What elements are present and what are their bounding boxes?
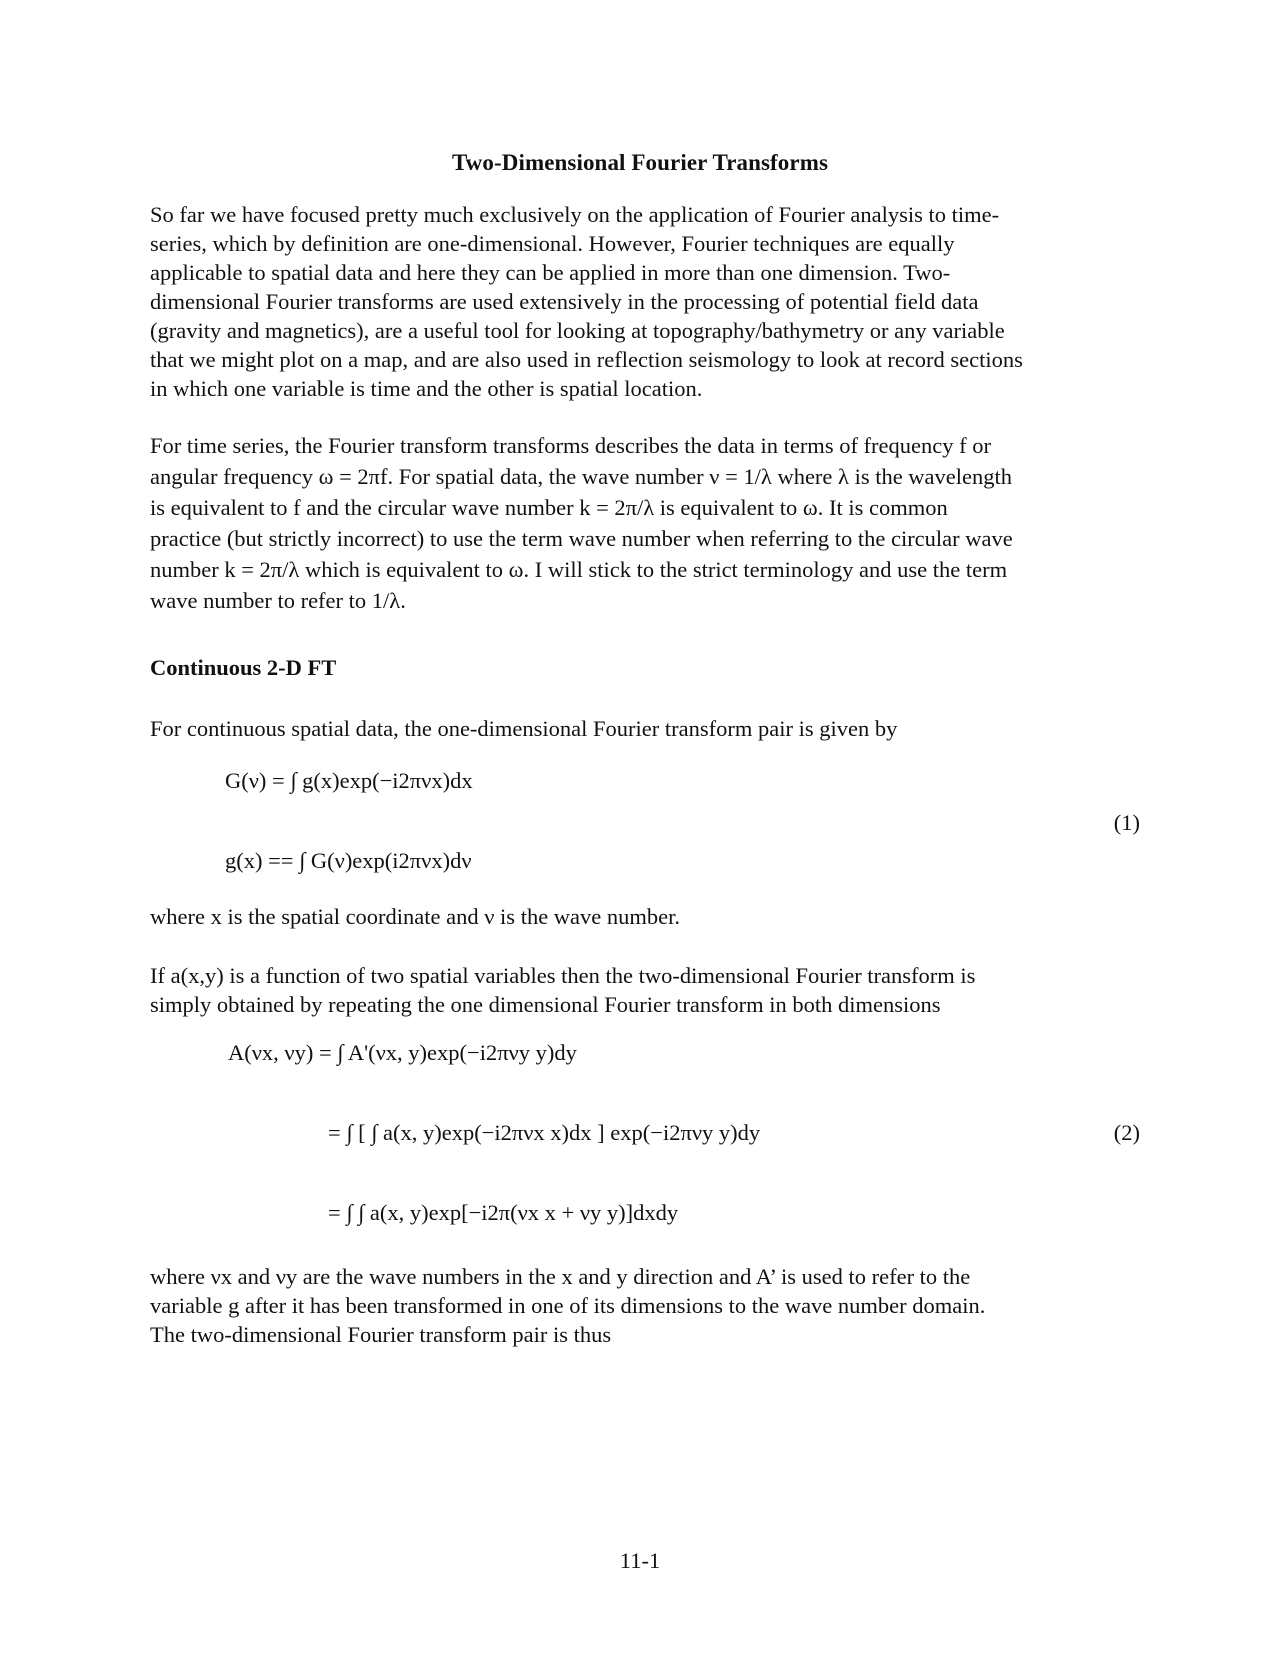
page-title: Two-Dimensional Fourier Transforms [451,150,829,175]
frequency-line: number k = 2π/λ which is equivalent to ω. I will stick to the strict terminology and use the term [150,557,1008,582]
equation-1-explanation-line: where x is the spatial coordinate and ν is the wave number. [150,904,681,929]
intro-paragraph [150,200,1140,403]
equation-1-line-1: G(ν) = ∫ g(x)exp(−i2πνx)dx [225,768,473,793]
intro-line: applicable to spatial data and here they can be applied in more than one dimension. Two- [150,260,951,285]
equation-2 [150,1020,1140,1250]
frequency-line: For time series, the Fourier transform transforms describes the data in terms of frequency f or [150,433,991,458]
frequency-line: practice (but strictly incorrect) to use the term wave number when referring to the circular wave [150,526,1013,551]
frequency-line: wave number to refer to 1/λ. [150,588,406,613]
two-dimensional-line: If a(x,y) is a function of two spatial variables then the two-dimensional Fourier transform is [150,963,976,988]
frequency-line: is equivalent to f and the circular wave number k = 2π/λ is equivalent to ω. It is common [150,495,948,520]
section-heading: Continuous 2-D FT [150,655,337,680]
equation-2-line-2: = ∫ [ ∫ a(x, y)exp(−i2πνx x)dx ] exp(−i2πνy y)dy [328,1120,761,1145]
intro-line: So far we have focused pretty much exclusively on the application of Fourier analysis to time- [150,202,1000,227]
intro-line: dimensional Fourier transforms are used extensively in the processing of potential field data [150,289,979,314]
frequency-paragraph [150,430,1140,616]
two-dimensional-line: simply obtained by repeating the one dimensional Fourier transform in both dimensions [150,992,941,1017]
frequency-line: angular frequency ω = 2πf. For spatial data, the wave number ν = 1/λ where λ is the wavelength [150,464,1013,489]
final-paragraph [150,1262,1140,1349]
intro-line: series, which by definition are one-dimensional. However, Fourier techniques are equally [150,231,955,256]
continuous-intro-line: For continuous spatial data, the one-dimensional Fourier transform pair is given by [150,716,898,741]
intro-line: in which one variable is time and the other is spatial location. [150,376,703,401]
final-line: The two-dimensional Fourier transform pair is thus [150,1322,612,1347]
equation-1-number: (1) [1113,810,1140,835]
final-line: where νx and νy are the wave numbers in the x and y direction and A’ is used to refer to the [150,1264,971,1289]
equation-2-line-3: = ∫ ∫ a(x, y)exp[−i2π(νx x + νy y)]dxdy [328,1200,679,1225]
equation-1 [150,760,1140,900]
equation-2-line-1: A(νx, νy) = ∫ A'(νx, y)exp(−i2πνy y)dy [228,1040,577,1065]
two-dimensional-paragraph [150,961,1140,1019]
intro-line: (gravity and magnetics), are a useful tool for looking at topography/bathymetry or any variable [150,318,1005,343]
equation-2-number: (2) [1113,1120,1140,1145]
equation-1-line-2: g(x) == ∫ G(ν)exp(i2πνx)dν [225,848,472,873]
intro-line: that we might plot on a map, and are also used in reflection seismology to look at record sections [150,347,1023,372]
continuous-intro [150,714,1140,743]
final-line: variable g after it has been transformed in one of its dimensions to the wave number domain. [150,1293,986,1318]
page-number: 11-1 [619,1548,661,1573]
equation-1-explanation [150,902,1140,931]
